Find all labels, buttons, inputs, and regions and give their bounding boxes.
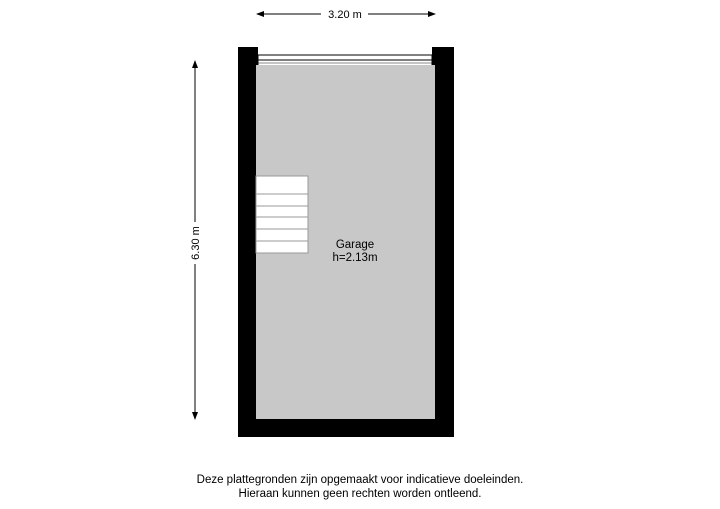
room-name: Garage bbox=[335, 239, 375, 251]
width-dimension bbox=[256, 9, 436, 21]
disclaimer-line-2: Hieraan kunnen geen rechten worden ontleend. bbox=[238, 488, 482, 500]
room-height: h=2.13m bbox=[332, 252, 378, 264]
height-dimension bbox=[190, 60, 202, 420]
garage-door-opening bbox=[258, 47, 432, 65]
height-dimension-label: 6.30 m bbox=[190, 226, 202, 260]
garage-door bbox=[258, 47, 432, 65]
disclaimer bbox=[0, 473, 720, 501]
height-arrow-bottom bbox=[192, 412, 198, 420]
height-arrow-top bbox=[192, 60, 198, 68]
staircase bbox=[256, 176, 308, 253]
disclaimer-line-1: Deze plattegronden zijn opgemaakt voor indicatieve doeleinden. bbox=[196, 474, 524, 486]
width-arrow-left bbox=[256, 11, 264, 17]
width-dimension-label: 3.20 m bbox=[328, 9, 362, 21]
width-arrow-right bbox=[428, 11, 436, 17]
